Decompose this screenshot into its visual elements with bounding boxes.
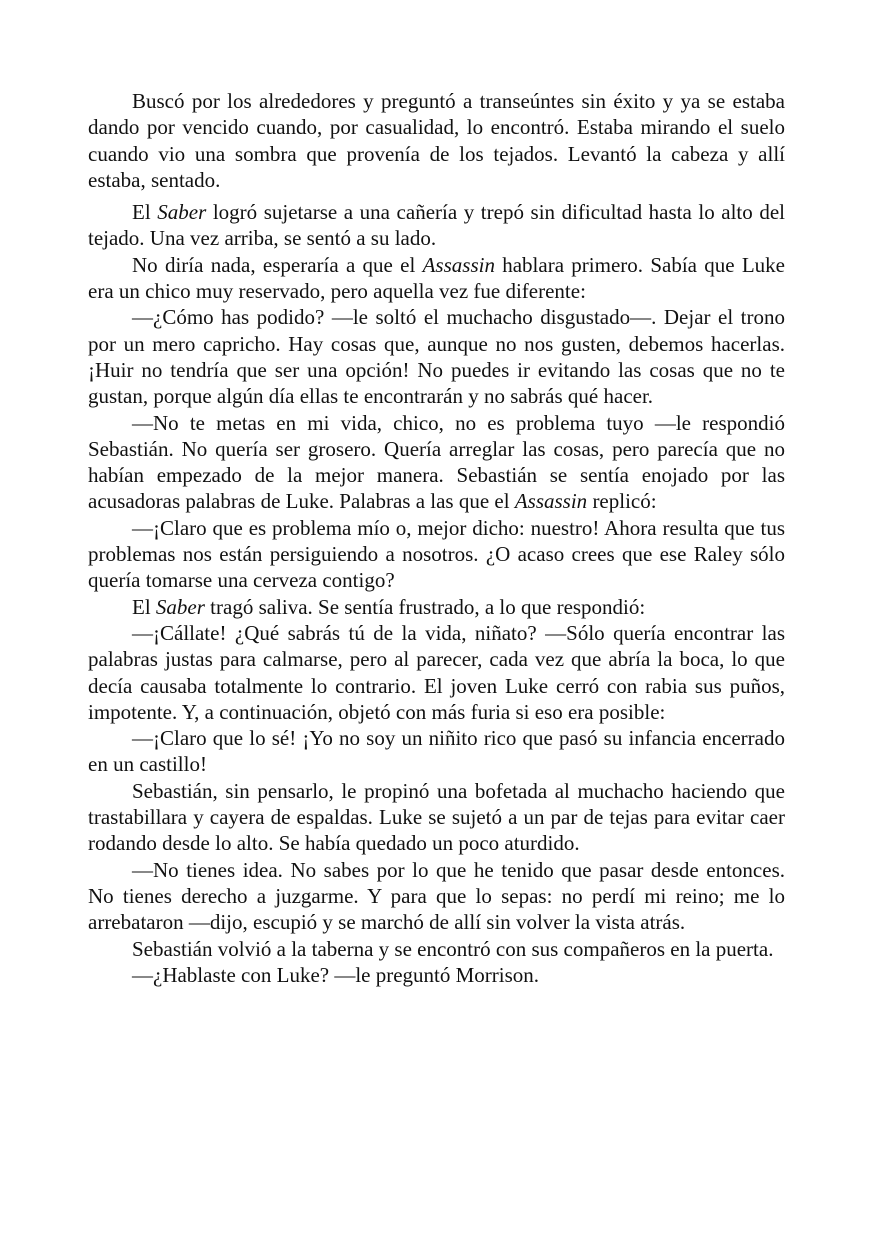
text-run: —No te metas en mi vida, chico, no es problema tuyo —le respondió Sebastián. No quería ser grosero. Quería arreglar las cosas, pero parecía que no habían empezado de la mejor manera. Sebastián se sentía enojado por las acusadoras palabras de Luke. Palabras a las que el — [88, 410, 785, 514]
text-run: —¿Cómo has podido? —le soltó el muchacho disgustado—. Dejar el trono por un mero capricho. Hay cosas que, aunque no nos gusten, debemos hacerlas. ¡Huir no tendría que ser una opción! No puedes ir evitando las cosas que no te gustan, porque algún día ellas te encontrarán y no sabrás qué hacer. — [88, 305, 785, 409]
paragraph-2 — [88, 199, 785, 252]
paragraph-6 — [88, 515, 785, 594]
paragraph-12 — [88, 936, 785, 962]
text-run: tragó saliva. Se sentía frustrado, a lo que respondió: — [204, 594, 646, 619]
paragraph-5 — [88, 410, 785, 515]
paragraph-13 — [88, 962, 785, 988]
paragraph-3 — [88, 252, 785, 305]
paragraph-9 — [88, 725, 785, 778]
paragraph-8 — [88, 620, 785, 725]
text-run: Sebastián, sin pensarlo, le propinó una bofetada al muchacho haciendo que trastabillara y cayera de espaldas. Luke se sujetó a un par de tejas para evitar caer rodando desde lo alto. Se había quedado un poco aturdido. — [88, 778, 785, 856]
text-run: —¡Claro que es problema mío o, mejor dicho: nuestro! Ahora resulta que tus problemas nos están persiguiendo a nosotros. ¿O acaso crees que ese Raley sólo quería tomarse una cerveza contigo? — [88, 515, 785, 593]
italic-term: Saber — [155, 594, 205, 619]
paragraph-1 — [88, 88, 785, 193]
text-run: No diría nada, esperaría a que el — [132, 252, 423, 277]
text-run: Sebastián volvió a la taberna y se encontró con sus compañeros en la puerta. — [132, 936, 774, 961]
italic-term: Saber — [157, 200, 207, 225]
book-page — [88, 88, 785, 988]
paragraph-10 — [88, 778, 785, 857]
paragraph-11 — [88, 857, 785, 936]
text-run: Buscó por los alrededores y preguntó a transeúntes sin éxito y ya se estaba dando por vencido cuando, por casualidad, lo encontró. Estaba mirando el suelo cuando vio una sombra que provenía de los tejados. Levantó la cabeza y allí estaba, sentado. — [88, 89, 785, 192]
text-run: —¡Claro que lo sé! ¡Yo no soy un niñito rico que pasó su infancia encerrado en un castillo! — [88, 726, 785, 777]
text-run: El — [132, 200, 158, 225]
text-run: —No tienes idea. No sabes por lo que he tenido que pasar desde entonces. No tienes derecho a juzgarme. Y para que lo sepas: no perdí mi reino; me lo arrebataron —dijo, escupió y se marchó de allí sin volver la vista atrás. — [88, 857, 785, 935]
paragraph-4 — [88, 304, 785, 409]
text-run: hablara primero. Sabía que Luke era un chico muy reservado, pero aquella vez fue diferente: — [88, 252, 785, 304]
text-run: —¡Cállate! ¿Qué sabrás tú de la vida, niñato? —Sólo quería encontrar las palabras justas para calmarse, pero al parecer, cada vez que abría la boca, lo que decía causaba totalmente lo contrario. El joven Luke cerró con rabia sus puños, impotente. Y, a continuación, objetó con más furia si eso era posible: — [88, 620, 785, 724]
italic-term: Assassin — [514, 489, 588, 514]
paragraph-7 — [88, 594, 785, 620]
italic-term: Assassin — [422, 252, 495, 277]
text-run: El — [132, 594, 156, 619]
text-run: logró sujetarse a una cañería y trepó sin dificultad hasta lo alto del tejado. Una vez arriba, se sentó a su lado. — [88, 200, 785, 251]
text-run: replicó: — [587, 489, 657, 514]
text-run: —¿Hablaste con Luke? —le preguntó Morrison. — [132, 962, 540, 987]
